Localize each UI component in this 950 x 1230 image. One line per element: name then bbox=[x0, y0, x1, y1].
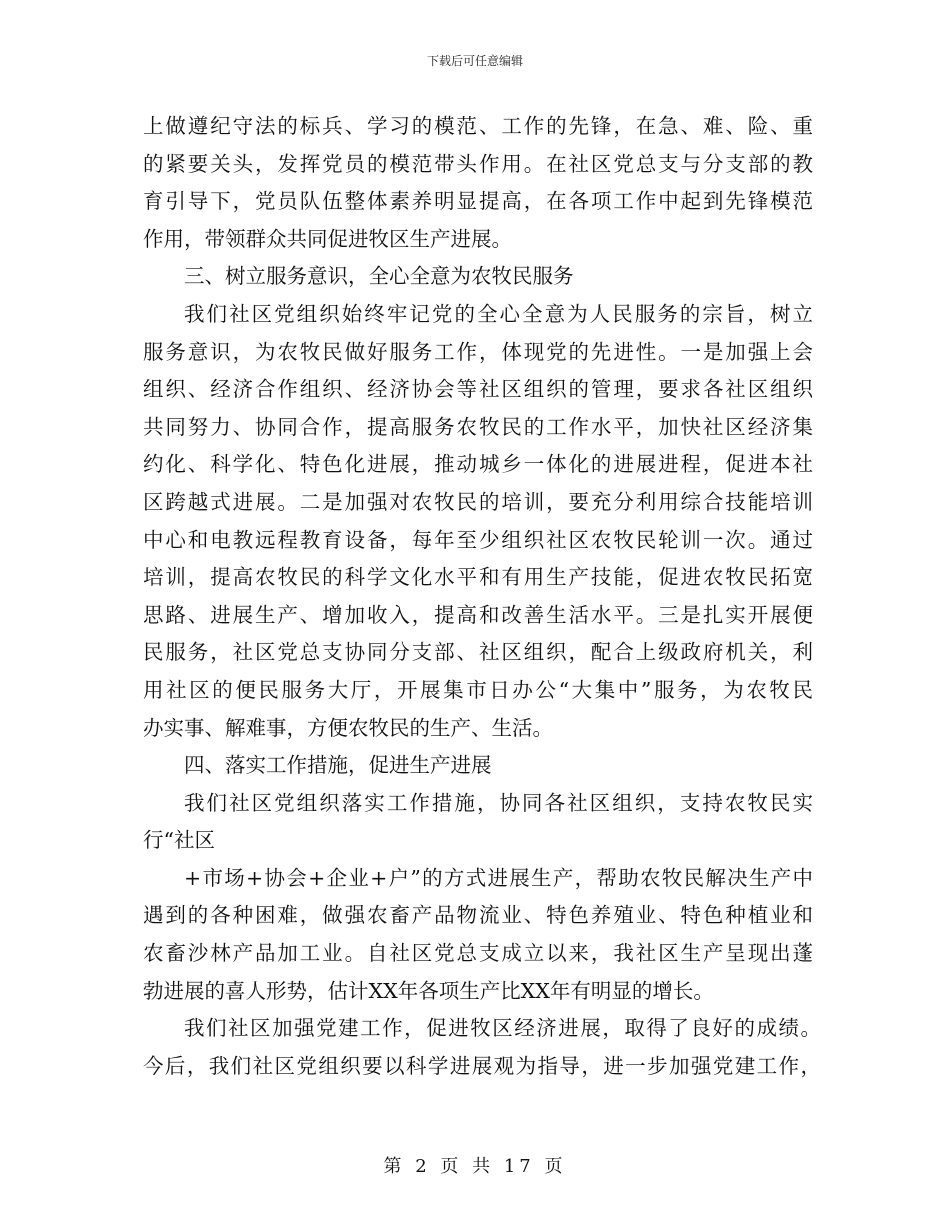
text-line: 我们社区党组织落实工作措施，协同各社区组织，支持农牧民实 bbox=[184, 790, 813, 815]
page-footer: 第 2 页 共 17 页 bbox=[383, 1156, 567, 1177]
body-text bbox=[143, 108, 821, 1085]
text-line: 区跨越式进展。二是加强对农牧民的培训，要充分利用综合技能培训 bbox=[143, 489, 813, 514]
text-line: 共同努力、协同合作，提高服务农牧民的工作水平，加快社区经济集 bbox=[143, 414, 813, 439]
text-line: 民服务，社区党总支协同分支部、社区组织，配合上级政府机关，利 bbox=[143, 640, 813, 665]
text-line: 上做遵纪守法的标兵、学习的模范、工作的先锋，在急、难、险、重 bbox=[143, 114, 813, 138]
page-header: 下载后可任意编辑 bbox=[426, 54, 523, 68]
section-heading: 四、落实工作措施，促进生产进展 bbox=[184, 753, 492, 778]
section-heading: 三、树立服务意识，全心全意为农牧民服务 bbox=[184, 264, 574, 289]
text-line: 培训，提高农牧民的科学文化水平和有用生产技能，促进农牧民拓宽 bbox=[143, 565, 813, 590]
text-line: 的紧要关头，发挥党员的模范带头作用。在社区党总支与分支部的教 bbox=[143, 151, 813, 176]
text-line: 思路、进展生产、增加收入，提高和改善生活水平。三是扎实开展便 bbox=[143, 602, 813, 627]
text-line: 约化、科学化、特色化进展，推动城乡一体化的进展进程，促进本社 bbox=[143, 452, 813, 477]
text-line: 服务意识，为农牧民做好服务工作，体现党的先进性。一是加强上会 bbox=[143, 339, 813, 364]
text-line: 农畜沙林产品加工业。自社区党总支成立以来，我社区生产呈现出蓬 bbox=[143, 941, 813, 966]
text-line: 中心和电教远程教育设备，每年至少组织社区农牧民轮训一次。通过 bbox=[143, 527, 813, 552]
text-line: 组织、经济合作组织、经济协会等社区组织的管理，要求各社区组织 bbox=[143, 377, 813, 402]
text-line: 作用，带领群众共同促进牧区生产进展。 bbox=[143, 226, 512, 251]
text-line: 育引导下，党员队伍整体素养明显提高，在各项工作中起到先锋模范 bbox=[143, 189, 813, 214]
text-line: 我们社区加强党建工作，促进牧区经济进展，取得了良好的成绩。 bbox=[184, 1016, 821, 1041]
text-line: 今后，我们社区党组织要以科学进展观为指导，进一步加强党建工作， bbox=[143, 1053, 821, 1078]
text-line: 用社区的便民服务大厅，开展集市日办公“大集中”服务，为农牧民 bbox=[143, 677, 813, 702]
text-line: 行“社区 bbox=[143, 828, 215, 853]
text-line: 勃进展的喜人形势，估计XX年各项生产比XX年有明显的增长。 bbox=[143, 978, 714, 1003]
text-line: +市场+协会+企业+户”的方式进展生产，帮助农牧民解决生产中 bbox=[184, 865, 813, 890]
text-line: 办实事、解难事，方便农牧民的生产、生活。 bbox=[143, 715, 553, 740]
text-line: 遇到的各种困难，做强农畜产品物流业、特色养殖业、特色种植业和 bbox=[143, 903, 813, 928]
text-line: 我们社区党组织始终牢记党的全心全意为人民服务的宗旨，树立 bbox=[184, 301, 813, 326]
